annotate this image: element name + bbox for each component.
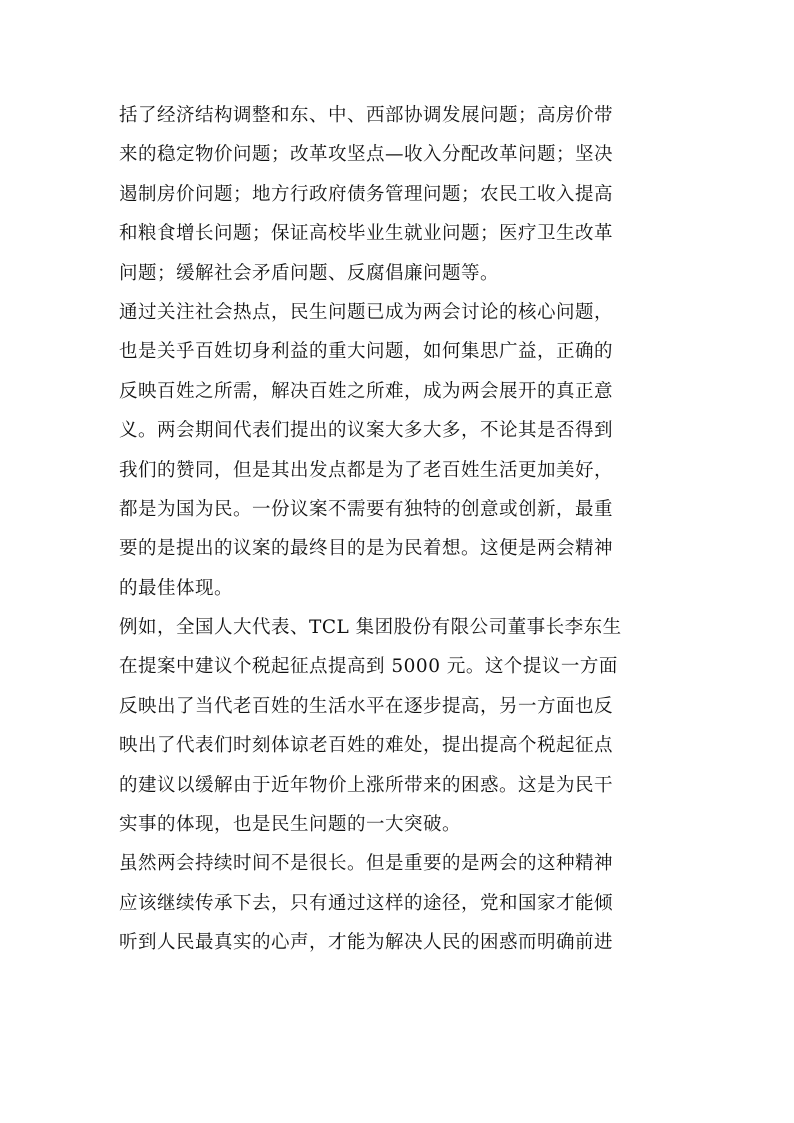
paragraph-1: [119, 96, 679, 293]
text-line: 也是关乎百姓切身利益的重大问题，如何集思广益，正确的: [119, 341, 614, 363]
text-line: 实事的体现，也是民生问题的一大突破。: [119, 814, 462, 836]
text-line: 应该继续传承下去，只有通过这样的途径，党和国家才能倾: [119, 892, 614, 914]
text-line: 的建议以缓解由于近年物价上涨所带来的困惑。这是为民干: [119, 774, 614, 796]
text-line: 的最佳体现。: [119, 577, 234, 599]
text-line: 反映百姓之所需，解决百姓之所难，成为两会展开的真正意: [119, 380, 614, 402]
text-line: 要的是提出的议案的最终目的是为民着想。这便是两会精神: [119, 538, 614, 560]
text-line: 括了经济结构调整和东、中、西部协调发展问题；高房价带: [119, 105, 614, 126]
text-line: 例如，全国人大代表、TCL 集团股份有限公司董事长李东生: [119, 617, 622, 639]
text-line: 在提案中建议个税起征点提高到 5000 元。这个提议一方面: [119, 656, 618, 678]
text-line: 都是为国为民。一份议案不需要有独特的创意或创新，最重: [119, 498, 614, 520]
text-line: 通过关注社会热点，民生问题已成为两会讨论的核心问题，: [119, 301, 614, 323]
paragraph-4: [119, 844, 679, 962]
text-line: 问题；缓解社会矛盾问题、反腐倡廉问题等。: [119, 262, 500, 284]
text-line: 义。两会期间代表们提出的议案大多大多，不论其是否得到: [119, 420, 614, 442]
text-line: 虽然两会持续时间不是很长。但是重要的是两会的这种精神: [119, 853, 614, 875]
paragraph-3: [119, 608, 679, 844]
text-line: 映出了代表们时刻体谅老百姓的难处，提出提高个税起征点: [119, 735, 614, 757]
document-body: [119, 96, 679, 963]
text-line: 和粮食增长问题；保证高校毕业生就业问题；医疗卫生改革: [119, 223, 614, 245]
text-line: 遏制房价问题；地方行政府债务管理问题；农民工收入提高: [119, 183, 614, 205]
text-line: 反映出了当代老百姓的生活水平在逐步提高，另一方面也反: [119, 695, 614, 717]
text-line: 听到人民最真实的心声，才能为解决人民的困惑而明确前进: [119, 932, 614, 954]
text-line: 来的稳定物价问题；改革攻坚点—收入分配改革问题；坚决: [119, 144, 614, 166]
text-line: 我们的赞同，但是其出发点都是为了老百姓生活更加美好，: [119, 459, 614, 481]
paragraph-2: [119, 293, 679, 608]
